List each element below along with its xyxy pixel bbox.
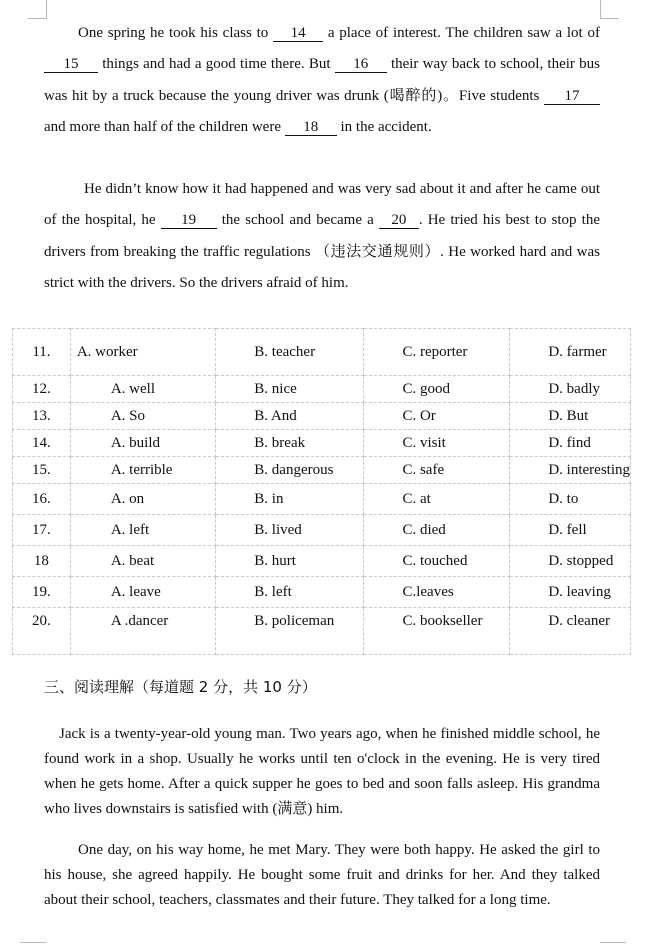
option-c: C. safe <box>364 457 510 484</box>
option-row <box>13 608 631 655</box>
option-row <box>13 546 631 577</box>
option-a: A. beat <box>70 546 215 577</box>
option-c: C.leaves <box>364 577 510 608</box>
option-b: B. nice <box>216 376 364 403</box>
reading-paragraph-2: One day, on his way home, he met Mary. They were both happy. He asked the girl to his house, she agreed happily. He bought some fruit and drinks for her. And they talked about their school, teachers, classmates and their future. They talked for a long time. <box>44 842 600 908</box>
option-b: B. And <box>216 403 364 430</box>
option-b: B. break <box>216 430 364 457</box>
option-c: C. reporter <box>364 329 510 376</box>
blank-17: 17 <box>544 88 600 105</box>
option-row <box>13 376 631 403</box>
option-c: C. died <box>364 515 510 546</box>
option-c: C. at <box>364 484 510 515</box>
page-corner-mark <box>20 942 46 944</box>
blank-14: 14 <box>273 25 323 42</box>
blank-18: 18 <box>285 119 337 136</box>
option-row <box>13 329 631 376</box>
option-c: C. good <box>364 376 510 403</box>
option-d: D. leaving <box>510 577 631 608</box>
option-d: D. fell <box>510 515 631 546</box>
option-b: B. teacher <box>216 329 364 376</box>
option-a: A. So <box>70 403 215 430</box>
option-c: C. bookseller <box>364 608 510 655</box>
options-table <box>12 328 631 655</box>
question-number: 19. <box>13 577 71 608</box>
page-corner-mark <box>600 0 619 19</box>
option-a: A. build <box>70 430 215 457</box>
option-a: A. terrible <box>70 457 215 484</box>
page-corner-mark <box>28 0 47 19</box>
question-number: 12. <box>13 376 71 403</box>
option-d: D. farmer <box>510 329 631 376</box>
option-d: D. badly <box>510 376 631 403</box>
question-number: 18 <box>13 546 71 577</box>
option-a: A. on <box>70 484 215 515</box>
option-c: C. visit <box>364 430 510 457</box>
option-b: B. dangerous <box>216 457 364 484</box>
option-d: D. interesting <box>510 457 631 484</box>
reading-paragraph-1: Jack is a twenty-year-old young man. Two years ago, when he finished middle school, he found work in a shop. Usually he works until ten o'clock in the evening. He is very tired when he gets home. After a quick supper he goes to bed and soon falls asleep. His grandma who lives downstairs is satisfied with (满意) him. <box>44 726 600 817</box>
option-d: D. cleaner <box>510 608 631 655</box>
question-number: 13. <box>13 403 71 430</box>
cloze-paragraph-2: He didn’t know how it had happened and was very sad about it and after he came out of the hospital, he 19 the school and became a 20 . He tried his best to stop the drivers from breaking the traffic regulations （违法交通规则）. He worked hard and was strict with the drivers. So the drivers afraid of him. <box>44 181 600 291</box>
blank-15: 15 <box>44 56 98 73</box>
option-a: A. leave <box>70 577 215 608</box>
option-row <box>13 484 631 515</box>
option-c: C. touched <box>364 546 510 577</box>
blank-19: 19 <box>161 212 217 229</box>
option-b: B. lived <box>216 515 364 546</box>
option-a: A. well <box>70 376 215 403</box>
cloze-paragraph-1: One spring he took his class to 14 a place of interest. The children saw a lot of 15 things and had a good time there. But 16 their way back to school, their bus was hit by a truck because the young driver was drunk (喝醉的)。Five students 17 and more than half of the children were 18 in the accident. <box>44 25 600 135</box>
question-number: 15. <box>13 457 71 484</box>
option-c: C. Or <box>364 403 510 430</box>
option-row <box>13 577 631 608</box>
option-b: B. in <box>216 484 364 515</box>
section-heading: 三、阅读理解（每道题 2 分，共 10 分） <box>44 678 317 696</box>
option-row <box>13 457 631 484</box>
blank-16: 16 <box>335 56 387 73</box>
option-row <box>13 430 631 457</box>
option-d: D. stopped <box>510 546 631 577</box>
question-number: 14. <box>13 430 71 457</box>
option-b: B. hurt <box>216 546 364 577</box>
question-number: 11. <box>13 329 71 376</box>
option-a: A .dancer <box>70 608 215 655</box>
option-a: A. left <box>70 515 215 546</box>
option-b: B. left <box>216 577 364 608</box>
option-d: D. to <box>510 484 631 515</box>
blank-20: 20 <box>379 212 419 229</box>
question-number: 16. <box>13 484 71 515</box>
option-row <box>13 515 631 546</box>
question-number: 17. <box>13 515 71 546</box>
option-d: D. find <box>510 430 631 457</box>
page-corner-mark <box>600 942 626 944</box>
question-number: 20. <box>13 608 71 655</box>
option-b: B. policeman <box>216 608 364 655</box>
option-d: D. But <box>510 403 631 430</box>
option-row <box>13 403 631 430</box>
option-a: A. worker <box>70 329 215 376</box>
